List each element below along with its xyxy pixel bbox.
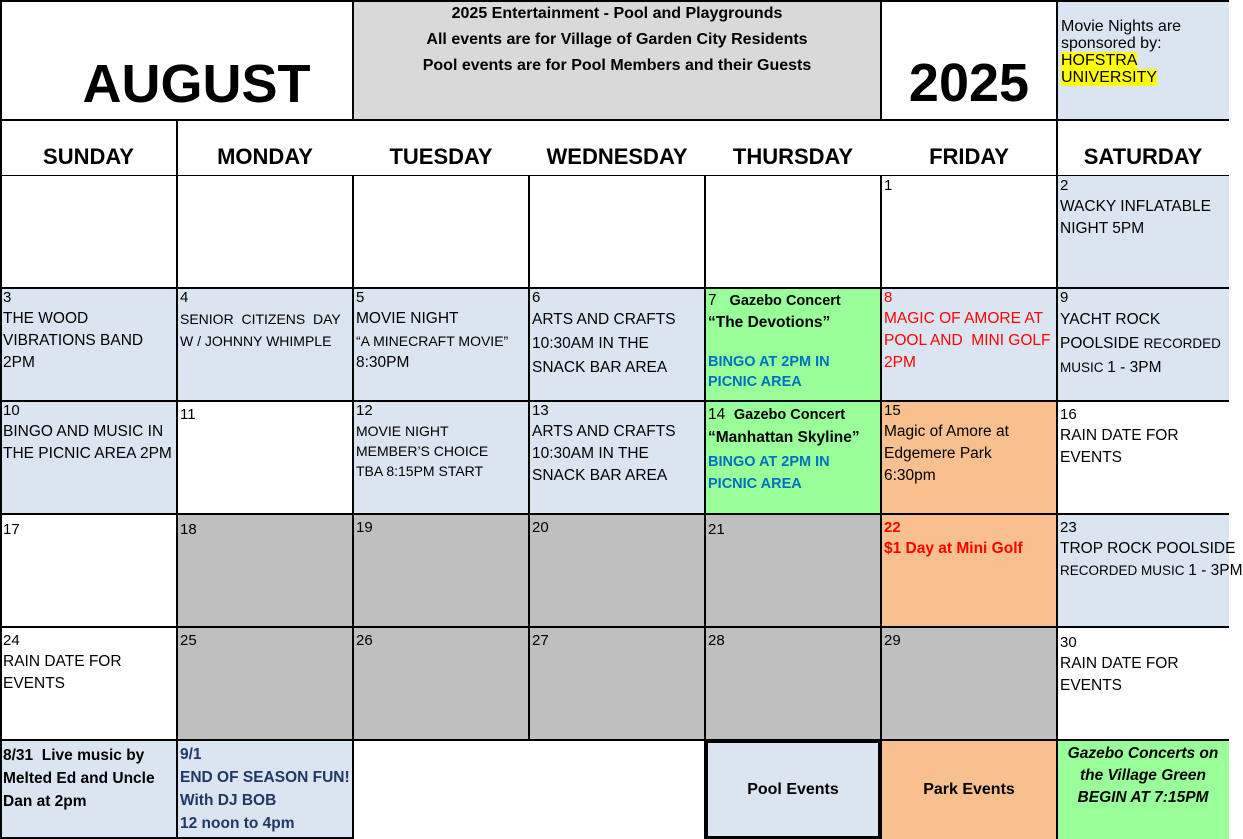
sponsor-name-2: UNIVERSITY — [1061, 69, 1158, 86]
date-number: 27 — [532, 632, 549, 649]
day-cell-aug-13 — [529, 401, 705, 514]
entertainment-banner — [353, 0, 881, 120]
day-cell-aug-7 — [705, 288, 881, 401]
event-line: 6:30pm — [884, 467, 936, 484]
event-line: EVENTS — [1060, 449, 1123, 466]
date-number: 23 — [1060, 519, 1077, 536]
event-line: BINGO AT 2PM IN — [708, 454, 830, 470]
event-line: Dan at 2pm — [3, 793, 87, 810]
date-number: 1 — [884, 177, 893, 194]
banner-line-1: 2025 Entertainment - Pool and Playgrounds — [451, 5, 783, 22]
date-number: 18 — [180, 521, 197, 538]
date-number: 14 — [708, 406, 726, 423]
event-line: 10:30AM IN THE — [532, 445, 649, 462]
day-cell-aug-30 — [1057, 627, 1229, 740]
event-line: MUSIC — [1060, 360, 1108, 375]
month-title-cell — [0, 0, 353, 120]
event-line: RAIN DATE FOR — [1060, 427, 1179, 444]
event-line: ARTS AND CRAFTS — [532, 423, 676, 440]
day-cell-aug-19 — [353, 514, 529, 627]
gazebo-concert-label: Gazebo Concert — [733, 407, 846, 423]
banner-line-3: Pool events are for Pool Members and their Guests — [422, 57, 812, 74]
date-number: 25 — [180, 632, 197, 649]
legend-line: the Village Green — [1079, 767, 1207, 784]
event-line: RAIN DATE FOR — [3, 653, 122, 670]
event-line: END OF SEASON FUN! — [180, 769, 350, 786]
event-line: SNACK BAR AREA — [532, 359, 668, 376]
date-number: 8 — [884, 289, 893, 306]
date-number: 10 — [3, 402, 20, 419]
day-cell-aug-4 — [177, 288, 353, 401]
date-number: 15 — [884, 402, 901, 419]
legend-label: Pool Events — [747, 780, 839, 798]
day-cell-aug-5 — [353, 288, 529, 401]
day-header-wednesday: WEDNESDAY — [546, 144, 688, 169]
legend-label: Park Events — [923, 780, 1015, 798]
day-cell-aug-3 — [0, 288, 177, 401]
event-line: 8/31 Live music by — [3, 747, 145, 764]
date-number: 19 — [356, 519, 373, 536]
event-line: 1 - 3PM — [1107, 359, 1162, 376]
event-line: 1 - 3PM — [1188, 562, 1243, 579]
day-header-thursday: THURSDAY — [732, 144, 854, 169]
day-cell-aug-20 — [529, 514, 705, 627]
legend-line: Gazebo Concerts on — [1067, 745, 1219, 762]
event-line: SENIOR CITIZENS DAY — [180, 311, 341, 327]
concert-name: “The Devotions” — [708, 314, 831, 331]
date-number: 21 — [708, 521, 725, 538]
event-line: RECORDED MUSIC — [1060, 563, 1189, 578]
day-cell-aug-16 — [1057, 401, 1229, 514]
day-cell-aug-26 — [353, 627, 529, 740]
year-title: 2025 — [908, 53, 1030, 113]
sponsor-line-1: Movie Nights are — [1061, 18, 1182, 35]
legend-gazebo-concerts — [1057, 740, 1229, 839]
day-header-monday: MONDAY — [217, 144, 313, 169]
gazebo-concert-label: Gazebo Concert — [729, 293, 841, 309]
date-number: 2 — [1060, 177, 1069, 194]
date-number: 5 — [356, 289, 365, 306]
event-line: RECORDED — [1143, 336, 1221, 351]
event-line: Edgemere Park — [884, 445, 992, 462]
event-line: SNACK BAR AREA — [532, 467, 668, 484]
date-number: 7 — [708, 292, 717, 309]
date-number: 20 — [532, 519, 549, 536]
event-line: TBA 8:15PM START — [356, 463, 484, 479]
date-number: 30 — [1060, 634, 1077, 651]
event-line: POOLSIDE — [1060, 335, 1144, 352]
day-cell-aug-29 — [881, 627, 1057, 740]
day-cell-aug-15 — [881, 401, 1057, 514]
event-line: PICNIC AREA — [708, 476, 802, 492]
date-number: 3 — [3, 289, 12, 306]
event-line: MEMBER’S CHOICE — [356, 443, 489, 459]
day-header-sunday: SUNDAY — [43, 144, 134, 169]
day-cell-aug-31 — [0, 740, 177, 839]
event-line: WACKY INFLATABLE — [1060, 198, 1212, 215]
event-line: Magic of Amore at — [884, 423, 1009, 440]
day-cell-aug-24 — [0, 627, 177, 740]
day-cell-aug-22 — [881, 514, 1057, 627]
sponsor-name-1: HOFSTRA — [1061, 52, 1138, 69]
day-cell-aug-28 — [705, 627, 881, 740]
banner-line-2: All events are for Village of Garden City Residents — [426, 31, 808, 48]
event-line: POOL AND MINI GOLF — [884, 332, 1051, 349]
legend-pool-events — [705, 740, 881, 839]
day-header-tuesday: TUESDAY — [389, 144, 493, 169]
day-cell-aug-9 — [1057, 288, 1229, 401]
event-line: BINGO AND MUSIC IN — [3, 423, 164, 440]
event-line: MOVIE NIGHT — [356, 423, 449, 439]
event-line: 2PM — [884, 354, 916, 371]
event-line: MOVIE NIGHT — [356, 310, 459, 327]
event-line: MAGIC OF AMORE AT — [884, 310, 1044, 327]
legend-line: BEGIN AT 7:15PM — [1077, 789, 1209, 806]
day-cell-aug-25 — [177, 627, 353, 740]
sponsor-cell — [1057, 0, 1229, 120]
legend-park-events — [881, 740, 1057, 839]
event-line: EVENTS — [1060, 677, 1123, 694]
day-cell-aug-17 — [0, 514, 177, 627]
day-cell-aug-10 — [0, 401, 177, 514]
date-number: 9 — [1060, 289, 1069, 306]
date-number: 16 — [1060, 406, 1077, 423]
day-cell-aug-18 — [177, 514, 353, 627]
day-cell-aug-21 — [705, 514, 881, 627]
event-line: PICNIC AREA — [708, 374, 802, 390]
date-number: 4 — [180, 289, 189, 306]
event-line: NIGHT 5PM — [1060, 220, 1145, 237]
day-cell-aug-8 — [881, 288, 1057, 401]
date-number: 12 — [356, 402, 373, 419]
day-cell-aug-27 — [529, 627, 705, 740]
day-header-saturday: SATURDAY — [1083, 144, 1203, 169]
day-cell-aug-2 — [1057, 176, 1229, 288]
date-number: 29 — [884, 632, 901, 649]
day-cell-sep-1 — [177, 740, 353, 838]
day-header-friday: FRIDAY — [929, 144, 1009, 169]
date-number: 11 — [180, 406, 196, 423]
day-cell-aug-6 — [529, 288, 705, 401]
date-number: 26 — [356, 632, 373, 649]
date-number: 6 — [532, 289, 541, 306]
date-number: 17 — [3, 521, 20, 538]
date-number: 28 — [708, 632, 725, 649]
event-line: 8:30PM — [356, 354, 410, 371]
year-title-cell — [881, 0, 1057, 120]
date-number: 22 — [884, 519, 901, 536]
event-line: 2PM — [3, 354, 35, 371]
day-cell-aug-12 — [353, 401, 529, 514]
date-number: 13 — [532, 402, 549, 419]
day-cell-aug-14 — [705, 401, 881, 514]
event-line: $1 Day at Mini Golf — [884, 540, 1023, 557]
event-line: TROP ROCK POOLSIDE — [1060, 540, 1236, 557]
event-line: VIBRATIONS BAND — [3, 332, 144, 349]
event-line: BINGO AT 2PM IN — [708, 354, 830, 370]
event-line: THE WOOD — [3, 310, 89, 327]
event-line: YACHT ROCK — [1060, 311, 1161, 328]
event-line: 12 noon to 4pm — [180, 815, 295, 832]
event-line: EVENTS — [3, 675, 66, 692]
day-cell-aug-1 — [881, 176, 1057, 288]
concert-name: “Manhattan Skyline” — [708, 429, 860, 446]
event-line: RAIN DATE FOR — [1060, 655, 1179, 672]
event-line: Melted Ed and Uncle — [3, 770, 155, 787]
sponsor-line-2: sponsored by: — [1061, 35, 1162, 52]
event-line: W / JOHNNY WHIMPLE — [180, 333, 332, 349]
date-number: 24 — [3, 632, 20, 649]
day-cell-aug-11 — [177, 401, 353, 514]
event-line: With DJ BOB — [180, 792, 277, 809]
event-line: THE PICNIC AREA 2PM — [3, 445, 172, 462]
event-line: “A MINECRAFT MOVIE” — [356, 333, 509, 349]
day-cell-aug-23 — [1057, 514, 1243, 627]
event-line: 9/1 — [180, 746, 202, 763]
event-line: ARTS AND CRAFTS — [532, 311, 676, 328]
month-title: AUGUST — [82, 54, 311, 114]
event-line: 10:30AM IN THE — [532, 335, 649, 352]
